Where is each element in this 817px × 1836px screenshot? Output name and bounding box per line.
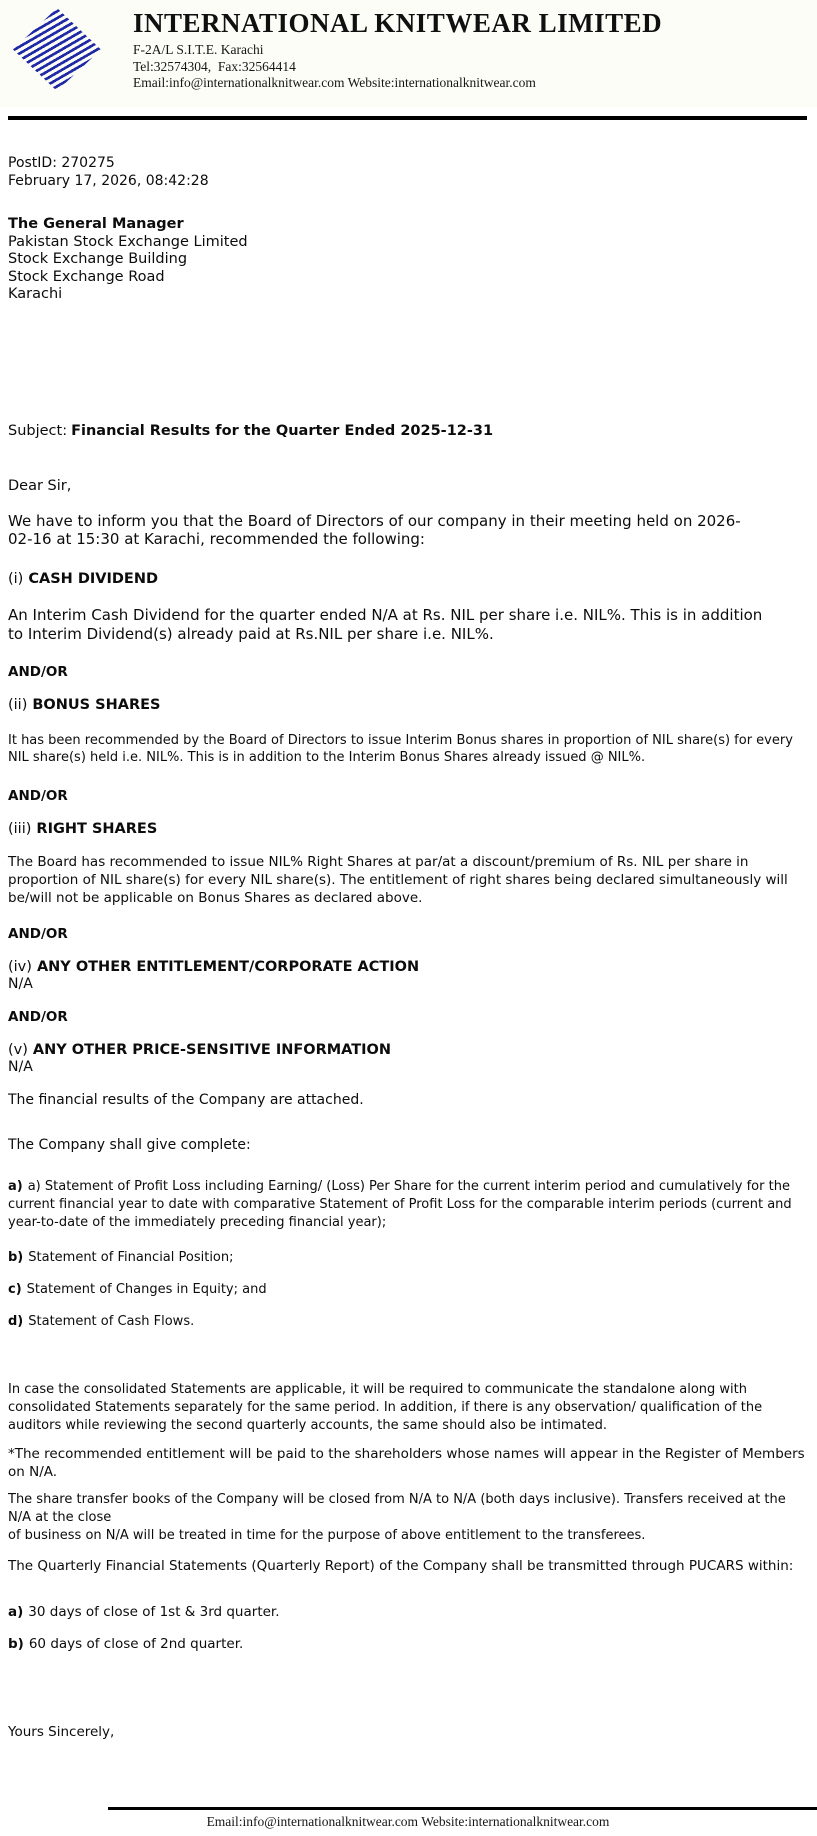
statement-item-a: [8, 1178, 809, 1232]
quarter-item-a: [8, 1603, 809, 1621]
item-marker: a): [8, 1178, 23, 1194]
statement-item-c: [8, 1281, 809, 1299]
closing-salutation: Yours Sincerely,: [8, 1723, 115, 1740]
quarter-item-b: [8, 1635, 809, 1653]
section-heading-other-entitlement: [8, 958, 809, 976]
recipient-line: Stock Exchange Building: [8, 251, 188, 267]
and-or-label: AND/OR: [8, 663, 68, 680]
section-body-other-entitlement: N/A: [8, 975, 33, 992]
letterhead: [0, 0, 817, 107]
section-numeral: (iv): [8, 958, 32, 975]
pucars-paragraph: The Quarterly Financial Statements (Quarterly Report) of the Company shall be transmitted through PUCARS within:: [8, 1557, 794, 1574]
section-body-cash-dividend: An Interim Cash Dividend for the quarter ended N/A at Rs. NIL per share i.e. NIL%. This is in addition to Interim Dividend(s) already paid at Rs.NIL per share i.e. NIL%.: [8, 605, 763, 643]
item-marker: b): [8, 1635, 24, 1652]
books-line-2: of business on N/A will be treated in time for the purpose of above entitlement to the transferees.: [8, 1527, 646, 1543]
section-title: ANY OTHER PRICE-SENSITIVE INFORMATION: [32, 1041, 392, 1058]
results-attached-paragraph: The financial results of the Company are attached.: [8, 1091, 364, 1108]
complete-intro-paragraph: The Company shall give complete:: [8, 1136, 251, 1153]
subject-label: Subject:: [8, 422, 68, 439]
section-heading-bonus-shares: [8, 696, 809, 714]
section-body-right-shares: The Board has recommended to issue NIL% Right Shares at par/at a discount/premium of Rs. NIL per share in proportion of NIL share(s) for every NIL share(s). The entitlement of right shares being declared simultaneously will be/will not be applicable on Bonus Shares as declared above.: [8, 853, 788, 906]
recipient-line: Stock Exchange Road: [8, 268, 165, 285]
share-transfer-books-paragraph: [8, 1491, 809, 1545]
item-text: 60 days of close of 2nd quarter.: [28, 1635, 244, 1652]
recipient-name: The General Manager: [8, 216, 184, 232]
statement-item-d: [8, 1313, 809, 1331]
recipient-block: [8, 216, 809, 304]
section-numeral: (ii): [8, 696, 28, 713]
item-text: Statement of Financial Position;: [28, 1249, 234, 1265]
item-text: a) Statement of Profit Loss including Earning/ (Loss) Per Share for the current interim period and cumulatively for the current financial year to date with comparative Statement of Profit Loss for the comparable interim periods (current and year-to-date of the immediately preceding financial year);: [8, 1178, 792, 1230]
subject-line: [8, 422, 809, 440]
section-title: RIGHT SHARES: [36, 820, 158, 837]
item-text: Statement of Cash Flows.: [28, 1313, 195, 1329]
section-title: CASH DIVIDEND: [28, 570, 158, 587]
page-footer: [108, 1807, 817, 1830]
recipient-line: Pakistan Stock Exchange Limited: [8, 233, 248, 250]
header-divider: [8, 116, 807, 120]
section-heading-right-shares: [8, 820, 809, 838]
consolidated-paragraph: In case the consolidated Statements are applicable, it will be required to communicate the standalone along with consolidated Statements separately for the same period. In addition, if there is any observation/ qualification of the auditors while reviewing the second quarterly accounts, the same should also be intimated.: [8, 1381, 763, 1433]
and-or-label: AND/OR: [8, 1008, 68, 1025]
recipient-line: Karachi: [8, 286, 63, 302]
footer-contact-line: Email:info@internationalknitwear.com Website:internationalknitwear.com: [206, 1814, 610, 1829]
section-numeral: (i): [8, 570, 24, 587]
company-logo-icon: [13, 8, 101, 91]
item-text: Statement of Changes in Equity; and: [26, 1281, 267, 1297]
company-address: F-2A/L S.I.T.E. Karachi: [133, 42, 264, 57]
item-marker: b): [8, 1249, 24, 1265]
intro-paragraph: We have to inform you that the Board of Directors of our company in their meeting held on 2026-02-16 at 15:30 at Karachi, recommended the following:: [8, 511, 741, 548]
section-title: BONUS SHARES: [32, 696, 161, 713]
and-or-label: AND/OR: [8, 925, 68, 942]
company-name: INTERNATIONAL KNITWEAR LIMITED: [133, 8, 663, 38]
section-body-bonus-shares: It has been recommended by the Board of Directors to issue Interim Bonus shares in proportion of NIL share(s) for every NIL share(s) held i.e. NIL%. This is in addition to the Interim Bonus Shares already issued @ NIL%.: [8, 732, 793, 765]
item-marker: c): [8, 1281, 22, 1297]
statement-item-b: [8, 1249, 809, 1267]
section-body-price-sensitive: N/A: [8, 1058, 33, 1075]
register-paragraph: *The recommended entitlement will be paid to the shareholders whose names will appear in the Register of Members on N/A.: [8, 1445, 805, 1480]
section-heading-cash-dividend: [8, 570, 809, 588]
section-numeral: (iii): [8, 820, 32, 837]
books-line-1: The share transfer books of the Company will be closed from N/A to N/A (both days inclusive). Transfers received at the N/A at the close: [8, 1491, 786, 1525]
section-numeral: (v): [8, 1041, 28, 1058]
item-text: 30 days of close of 1st & 3rd quarter.: [28, 1603, 280, 1620]
section-title: ANY OTHER ENTITLEMENT/CORPORATE ACTION: [36, 958, 420, 975]
and-or-label: AND/OR: [8, 787, 68, 804]
section-heading-price-sensitive: [8, 1041, 809, 1059]
item-marker: a): [8, 1603, 24, 1620]
item-marker: d): [8, 1313, 24, 1329]
salutation: Dear Sir,: [8, 477, 72, 494]
company-contact-line: Email:info@internationalknitwear.com Website:internationalknitwear.com: [133, 75, 536, 90]
company-tel-fax: Tel:32574304, Fax:32564414: [133, 58, 296, 74]
letter-body: [0, 154, 817, 1741]
subject-value: Financial Results for the Quarter Ended 2025-12-31: [71, 422, 494, 439]
date-time: February 17, 2026, 08:42:28: [8, 173, 209, 189]
post-id: PostID: 270275: [8, 155, 115, 171]
